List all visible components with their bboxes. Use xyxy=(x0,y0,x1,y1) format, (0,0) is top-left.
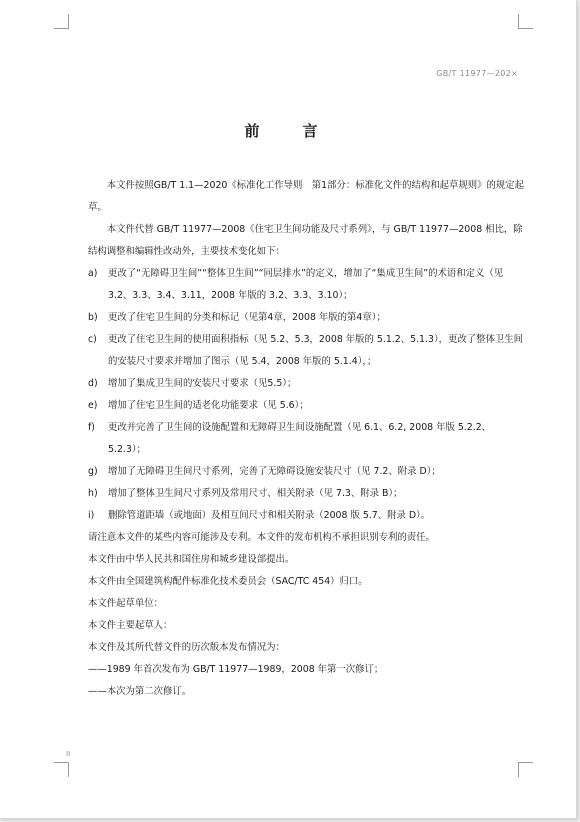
crop-mark-bottom-right xyxy=(518,762,533,777)
list-marker: c) xyxy=(88,334,97,345)
paragraph-committee: 本文件由全国建筑构配件标准化技术委员会（SAC/TC 454）归口。 xyxy=(88,576,368,587)
list-item xyxy=(88,307,526,329)
crop-mark-top-left xyxy=(54,14,69,29)
paragraph-drafting-rule: 本文件按照GB/T 1.1—2020《标准化工作导则 第1部分：标准化文件的结构和起草规则》的规定起草。 xyxy=(88,180,524,213)
list-marker: f) xyxy=(88,422,95,433)
list-item xyxy=(88,263,526,307)
history-item: ——本次为第二次修订。 xyxy=(88,686,192,697)
list-marker: a) xyxy=(88,268,98,279)
list-marker: g) xyxy=(88,466,98,477)
list-item-text: 增加了整体卫生间尺寸系列及常用尺寸、相关附录（见 7.3、附录 B）； xyxy=(108,488,403,499)
list-item-text: 删除管道距墙（或地面）及相互间尺寸和相关附录（2008 版 5.7、附录 D）。 xyxy=(108,510,431,521)
list-item xyxy=(88,373,526,395)
list-marker: d) xyxy=(88,378,98,389)
list-item-text: 更改了住宅卫生间的分类和标记（见第4章，2008 年版的第4章）； xyxy=(108,312,386,323)
paragraph-drafting-units: 本文件起草单位： xyxy=(88,598,164,609)
list-item-text: 更改了“无障碍卫生间”“整体卫生间”“同层排水”的定义，增加了“集成卫生间”的术语和定义（见3.2、3.3、3.4、3.11，2008 年版的 3.2、3.3、3.10）； xyxy=(108,268,504,301)
crop-mark-top-right xyxy=(518,14,533,29)
list-item-text: 增加了集成卫生间的安装尺寸要求（见5.5）； xyxy=(108,378,297,389)
changes-list xyxy=(88,263,526,527)
paragraph-proposer: 本文件由中华人民共和国住房和城乡建设部提出。 xyxy=(88,554,295,565)
page-title: 前 言 xyxy=(244,122,332,140)
list-item-text: 更改并完善了卫生间的设施配置和无障碍卫生间设施配置（见 6.1、6.2, 2008 年版 5.2.2、5.2.3）； xyxy=(108,422,492,455)
paragraph-drafters: 本文件主要起草人： xyxy=(88,620,173,631)
paragraph-history-intro: 本文件及其所代替文件的历次版本发布情况为： xyxy=(88,642,285,653)
standard-code-header: GB/T 11977—202× xyxy=(436,69,518,78)
list-item-text: 增加了住宅卫生间的适老化功能要求（见 5.6）； xyxy=(108,400,309,411)
list-marker: i) xyxy=(88,510,95,521)
paragraph-patent-notice: 请注意本文件的某些内容可能涉及专利。本文件的发布机构不承担识别专利的责任。 xyxy=(88,532,435,543)
list-marker: b) xyxy=(88,312,98,323)
list-item xyxy=(88,395,526,417)
crop-mark-bottom-left xyxy=(54,762,69,777)
list-item xyxy=(88,505,526,527)
history-item: ——1989 年首次发布为 GB/T 11977—1989，2008 年第一次修订； xyxy=(88,664,384,675)
document-body xyxy=(88,175,526,703)
paragraph-replacement: 本文件代替 GB/T 11977—2008《住宅卫生间功能及尺寸系列》，与 GB/T 11977—2008 相比，除结构调整和编辑性改动外，主要技术变化如下： xyxy=(88,224,523,257)
list-item-text: 增加了无障碍卫生间尺寸系列，完善了无障碍设施安装尺寸（见 7.2、附录 D）； xyxy=(108,466,441,477)
page-number: II xyxy=(66,750,71,758)
list-item xyxy=(88,461,526,483)
list-item-text: 更改了住宅卫生间的使用面积指标（见 5.2、5.3，2008 年版的 5.1.2、5.1.3），更改了整体卫生间的安装尺寸要求并增加了图示（见 5.4，2008 年版的 5.1.4），； xyxy=(108,334,524,367)
list-item xyxy=(88,483,526,505)
list-marker: e) xyxy=(88,400,98,411)
list-marker: h) xyxy=(88,488,98,499)
list-item xyxy=(88,329,526,373)
list-item xyxy=(88,417,526,461)
